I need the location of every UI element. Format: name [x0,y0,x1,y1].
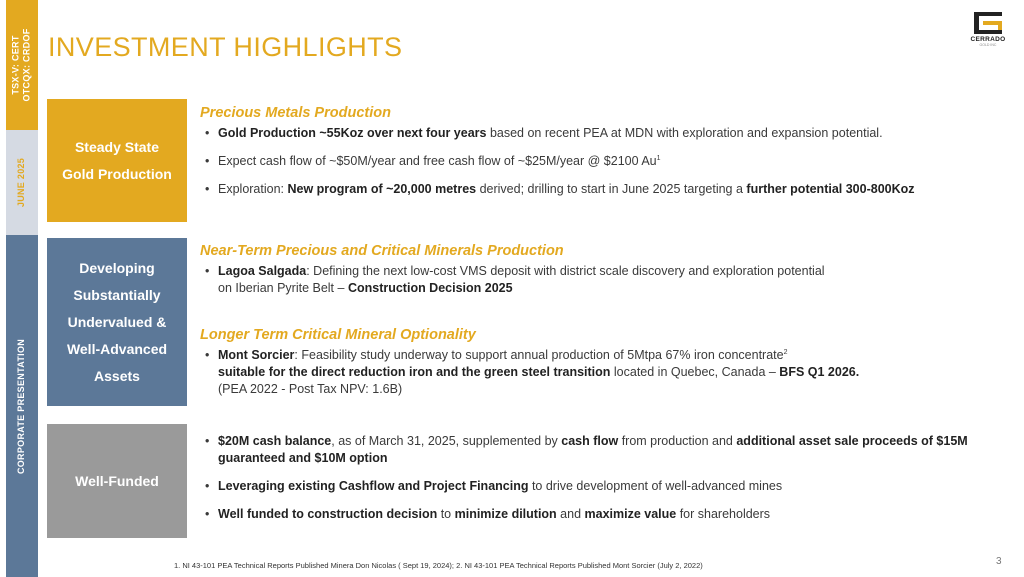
category-line: Developing [79,259,155,276]
cerrado-logo-icon [974,12,1002,34]
text: derived; drilling to start in June 2025 targeting a [476,182,747,196]
bullet-list [200,263,1008,297]
bold-text: maximize value [584,507,677,521]
category-line: Well-Funded [75,473,159,489]
page-number: 3 [996,556,1002,567]
ticker-otcqx: OTCQX: CRDOF [22,28,33,102]
bold-text: Construction Decision 2025 [347,281,513,295]
text: on Iberian Pyrite Belt – [218,281,348,295]
sidebar-label-band [6,235,38,577]
text: Expect cash flow of ~$50M/year and free cash flow of ~$25M/year @ $2100 Au [218,154,657,168]
bold-text: Mont Sorcier [218,348,295,362]
category-steady-state [47,99,187,222]
footnote-ref: 1 [656,155,661,162]
list-item [200,181,1008,198]
list-item [200,125,1008,142]
section-precious-metals [200,105,1008,198]
category-line: Undervalued & [67,313,167,330]
text: (PEA 2022 - Post Tax NPV: 1.6B) [218,382,403,396]
bold-text: $20M cash balance [218,434,332,448]
bold-text: Leveraging existing Cashflow and Project Financing [218,479,529,493]
section-longer-term [200,327,1008,398]
bold-text: Well funded to construction decision [218,507,438,521]
text: for shareholders [676,507,771,521]
text: based on recent PEA at MDN with exploration and expansion potential. [486,126,883,140]
sidebar-ticker [11,28,33,101]
bullet-list [200,433,1008,523]
company-logo [966,12,1010,47]
bold-text: suitable for the direct reduction iron and the green steel transition [218,365,611,379]
list-item [200,347,1008,398]
section-near-term [200,243,1008,297]
bold-text: additional asset sale proceeds of $15M guaranteed and $10M option [218,434,968,465]
text: to [437,507,455,521]
bold-text: BFS Q1 2026. [779,365,860,379]
page-title: INVESTMENT HIGHLIGHTS [48,32,403,62]
bullet-list [200,347,1008,398]
text: : Defining the next low-cost VMS deposit with district scale discovery and exploration potential [306,264,825,278]
footnote-ref: 2 [783,349,788,356]
text: from production and [618,434,737,448]
ticker-tsxv: TSX-V: CERT [11,35,22,95]
text: to drive development of well-advanced mines [528,479,783,493]
sidebar-label: CORPORATE PRESENTATION [16,338,27,474]
text: Exploration: [218,182,288,196]
category-developing [47,238,187,406]
bold-text: minimize dilution [454,507,557,521]
section-heading: Precious Metals Production [200,105,391,121]
category-line: Steady State [74,138,160,155]
sidebar-date-band [6,130,38,235]
text: located in Quebec, Canada – [610,365,780,379]
category-line: Assets [94,367,140,384]
category-line: Substantially [73,286,161,303]
bold-text: Gold Production ~55Koz over next four years [218,126,487,140]
footnote: 1. NI 43-101 PEA Technical Reports Published Minera Don Nicolas ( Sept 19, 2024); 2. NI 43-101 PEA Technical Reports Published Mont Sorcier (July 2, 2022) [174,561,703,570]
list-item [200,263,1008,297]
sidebar-ticker-band [6,0,38,130]
section-well-funded [200,433,1008,523]
list-item [200,506,1008,523]
list-item [200,153,1008,170]
bullet-list [200,125,1008,198]
bold-text: cash flow [561,434,619,448]
bold-text: further potential 300-800Koz [746,182,915,196]
text: and [556,507,585,521]
section-heading: Longer Term Critical Mineral Optionality [200,327,476,343]
category-line: Well-Advanced [66,340,168,357]
text: : Feasibility study underway to support annual production of 5Mtpa 67% iron concentrate [294,348,784,362]
logo-wordmark: CERRADO [970,36,1006,43]
list-item [200,478,1008,495]
logo-subtext: GOLD INC [979,43,997,47]
category-line: Gold Production [62,165,172,182]
bold-text: Lagoa Salgada [218,264,307,278]
list-item [200,433,1008,467]
bold-text: New program of ~20,000 metres [287,182,477,196]
category-well-funded [47,424,187,538]
sidebar-date: JUNE 2025 [16,157,27,208]
section-heading: Near-Term Precious and Critical Minerals Production [200,243,564,259]
text: , as of March 31, 2025, supplemented by [331,434,562,448]
